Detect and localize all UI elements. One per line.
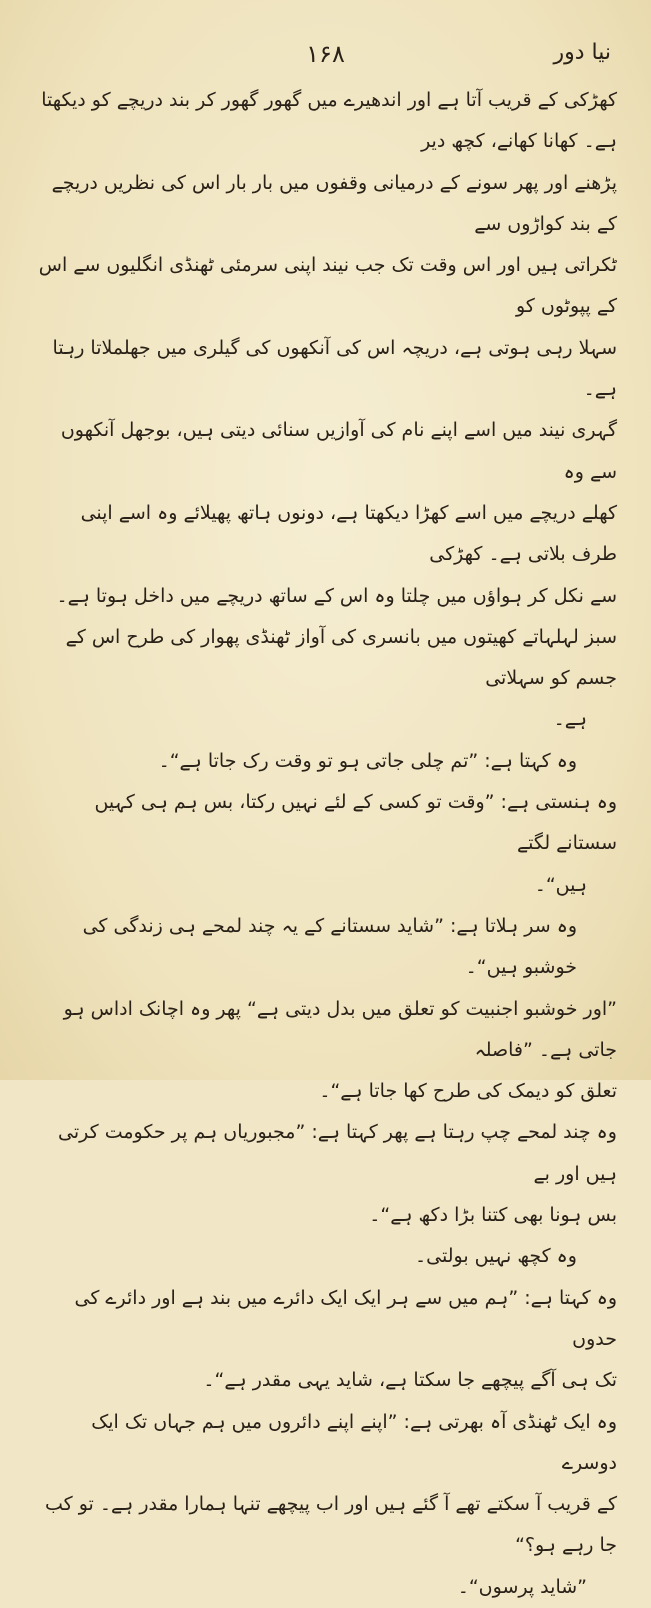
text-line: وہ سر ہلاتا ہے: ”شاید سستانے کے یہ چند لمحے ہی زندگی کی خوشبو ہیں“۔ <box>82 914 577 979</box>
running-title: نیا دور <box>553 40 611 65</box>
text-line: ”اور خوشبو اجنبیت کو تعلق میں بدل دیتی ہے“ پھر وہ اچانک اداس ہو جاتی ہے۔ ”فاصلہ <box>63 997 617 1061</box>
text-line: وہ کہتا ہے: ”ہم میں سے ہر ایک ایک دائرے میں بند ہے اور دائرے کی حدوں <box>74 1286 617 1350</box>
text-line: ہے۔ <box>553 708 587 731</box>
text-line: پڑھنے اور پھر سونے کے درمیانی وقفوں میں بار بار اس کی نظریں دریچے کے بند کواڑوں سے <box>51 171 617 235</box>
text-line: وہ کہتا ہے: ”تم چلی جاتی ہو تو وقت رک جاتا ہے“۔ <box>158 749 577 772</box>
text-line: سہلا رہی ہوتی ہے، دریچہ اس کی آنکھوں کی گیلری میں جھلملاتا رہتا ہے۔ <box>52 336 617 401</box>
text-line: ہیں“۔ <box>534 873 587 896</box>
text-line: تک ہی آگے پیچھے جا سکتا ہے، شاید یہی مقدر ہے“۔ <box>203 1369 617 1392</box>
text-line: ٹکراتی ہیں اور اس وقت تک جب نیند اپنی سرمئی ٹھنڈی انگلیوں سے اس کے پپوٹوں کو <box>38 254 617 318</box>
text-line: گہری نیند میں اسے اپنے نام کی آوازیں سنائی دیتی ہیں، بوجھل آنکھوں سے وہ <box>60 419 617 483</box>
text-line: ”شاید پرسوں“۔ <box>457 1575 587 1598</box>
page-header <box>40 40 611 80</box>
text-line: سے نکل کر ہواؤں میں چلتا وہ اس کے ساتھ دریچے میں داخل ہوتا ہے۔ <box>56 584 617 607</box>
text-line: وہ ایک ٹھنڈی آہ بھرتی ہے: ”اپنے اپنے دائروں میں ہم جہاں تک ایک دوسرے <box>91 1410 617 1474</box>
text-line: بس ہونا بھی کتنا بڑا دکھ ہے“۔ <box>369 1204 617 1227</box>
text-line: کے قریب آ سکتے تھے آ گئے ہیں اور اب پیچھے تنہا ہمارا مقدر ہے۔ تو کب جا رہے ہو؟“ <box>45 1493 617 1557</box>
text-line: کھلے دریچے میں اسے کھڑا دیکھتا ہے، دونوں ہاتھ پھیلائے وہ اسے اپنی طرف بلاتی ہے۔ کھڑکی <box>80 501 617 566</box>
text-line: تعلق کو دیمک کی طرح کھا جاتا ہے“۔ <box>319 1080 617 1103</box>
text-line: کھڑکی کے قریب آتا ہے اور اندھیرے میں گھور گھور کر بند دریچے کو دیکھتا ہے۔ کھانا کھانے، کچھ دیر <box>41 89 617 153</box>
text-line: سبز لہلہاتے کھیتوں میں بانسری کی آواز ٹھنڈی پھوار کی طرح اس کے جسم کو سہلاتی <box>65 625 617 690</box>
text-line: وہ ہنستی ہے: ”وقت تو کسی کے لئے نہیں رکتا، بس ہم ہی کہیں سستانے لگتے <box>94 791 617 855</box>
text-line: وہ چند لمحے چپ رہتا ہے پھر کہتا ہے: ”مجبوریاں ہم پر حکومت کرتی ہیں اور بے <box>58 1121 617 1185</box>
text-line: وہ کچھ نہیں بولتی۔ <box>415 1245 577 1268</box>
page-number: ۱۶۸ <box>306 40 345 68</box>
body-text <box>34 80 617 1608</box>
